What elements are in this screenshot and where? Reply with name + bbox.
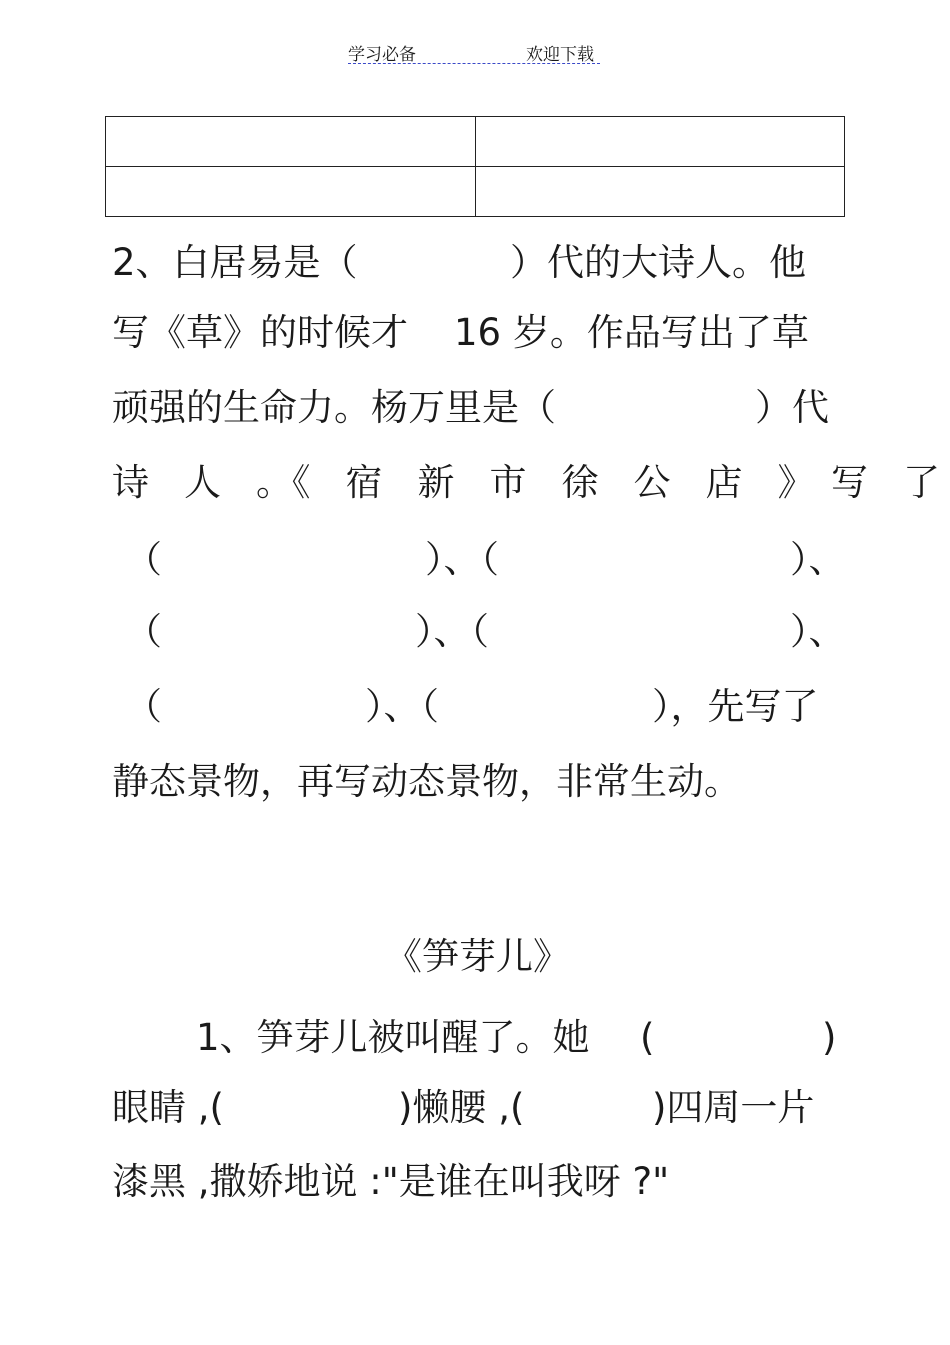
q2-line: ）代的大诗人。他 (510, 241, 806, 284)
table-cell (475, 167, 845, 217)
q2-line: ）代 (755, 386, 829, 429)
table-cell (106, 117, 476, 167)
q2-line: 写《草》的时候才 (112, 311, 408, 354)
q2-line: 静态景物，再写动态景物，非常生动。 (112, 760, 741, 803)
q1-line: 漆黑 ,撒娇地说 :"是谁在叫我呀 ?" (112, 1160, 670, 1203)
q1-line: ) (822, 1016, 837, 1059)
q2-line: 诗 人 。《 宿 新 市 徐 公 店 》 写 了 (112, 461, 939, 504)
q2-line: 2、白居易是（ (112, 241, 358, 284)
table-cell (475, 117, 845, 167)
q2-line: 16 岁。作品写出了草 (454, 311, 809, 354)
header-right: 欢迎下载 (526, 45, 594, 65)
q2-line: （ (125, 610, 162, 653)
q1-line: ( (640, 1016, 655, 1059)
header-divider (348, 63, 600, 64)
q2-line: ）、（ (425, 538, 499, 581)
q2-line: （ (125, 685, 162, 728)
q1-line: )四周一片 (652, 1086, 815, 1129)
table-row (106, 167, 845, 217)
q2-line: ）、 (790, 610, 846, 653)
table-cell (106, 167, 476, 217)
q2-line: 顽强的生命力。杨万里是（ (112, 386, 556, 429)
table-row (106, 117, 845, 167)
answer-table (105, 116, 845, 217)
q2-line: （ (125, 538, 162, 581)
q1-line: )懒腰 ,( (398, 1086, 525, 1129)
q2-line: ）、 (790, 538, 846, 581)
q2-line: ）、（ (365, 685, 439, 728)
q2-line: ），先写了 (652, 685, 819, 728)
header-left: 学习必备 (348, 45, 416, 65)
q2-line: ）、（ (415, 610, 489, 653)
q1-line: 眼睛 ,( (112, 1086, 224, 1129)
q1-line: 1、笋芽儿被叫醒了。她 (196, 1016, 590, 1059)
section-title: 《笋芽儿》 (385, 935, 570, 978)
